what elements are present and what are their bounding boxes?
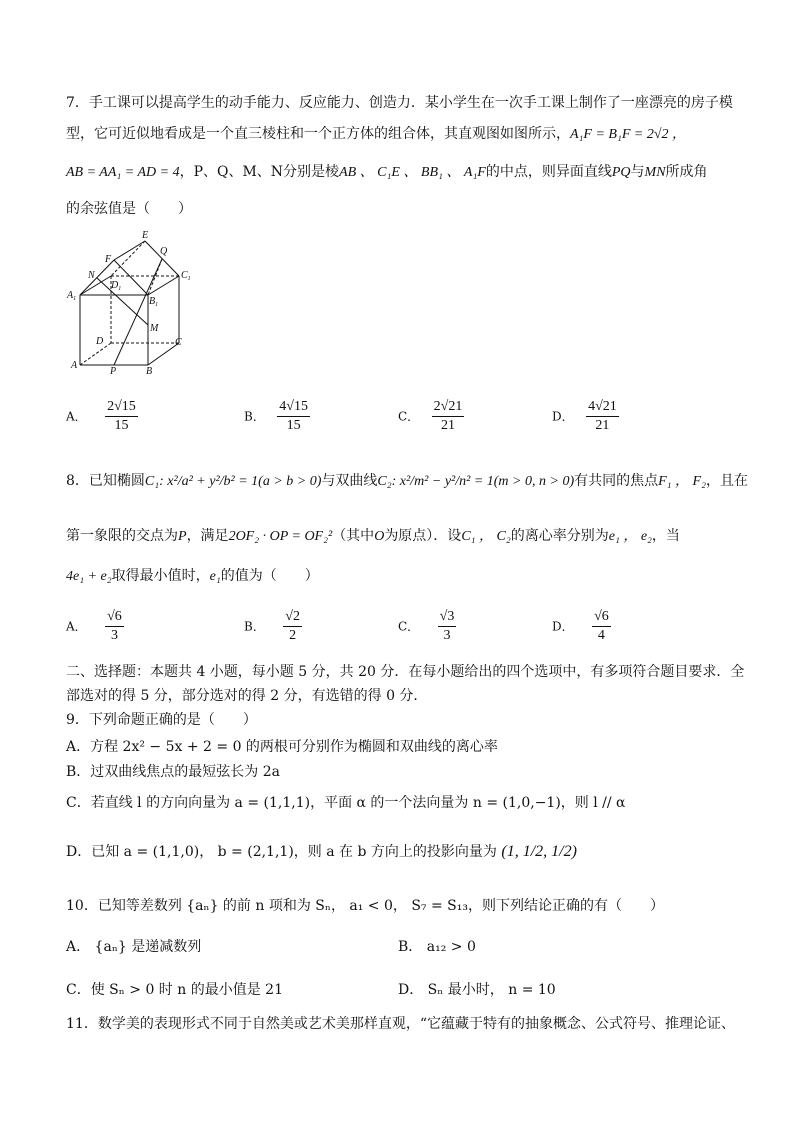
q9-option-d[interactable]: D．已知 a = (1,1,0)， b = (2,1,1)，则 a 在 b 方向上的投影向量为 (1, 1/2, 1/2)	[66, 843, 577, 860]
q8-option-b[interactable]: B． $\frac{√2}{2}$	[244, 609, 300, 643]
svg-text:E: E	[142, 230, 149, 241]
q7-line2-text: 型，它可近似地看成是一个直三棱柱和一个正方体的组合体，其直观图如图所示，	[66, 126, 570, 142]
q7-option-a[interactable]: A． $\frac{2√15}{15}$	[66, 399, 136, 433]
q7-option-d[interactable]: D． $\frac{4√21}{21}$	[552, 399, 617, 433]
svg-text:A: A	[71, 360, 78, 371]
vector-condition: 2OF₂ · OP = OF₂²	[228, 529, 333, 544]
q10-stem: 10．已知等差数列 {aₙ} 的前 n 项和为 Sₙ， a₁ < 0， S₇ = S₁₃，则下列结论正确的有（ ）	[66, 898, 664, 914]
projection-vector: (1, 1/2, 1/2)	[501, 843, 577, 860]
q10-option-a[interactable]: A． {aₙ} 是递减数列	[66, 939, 202, 955]
section2-line2: 部选对的得 5 分，部分选对的得 2 分，有选错的得 0 分．	[66, 688, 428, 704]
section2-line1: 二、选择题：本题共 4 小题，每小题 5 分，共 20 分．在每小题给出的四个选项中，有多项符合题目要求．全	[66, 664, 745, 680]
house-model-figure	[64, 228, 204, 376]
q9-option-b[interactable]: B．过双曲线焦点的最短弦长为 2a	[66, 764, 280, 780]
q7-option-c[interactable]: C． $\frac{2√21}{21}$	[398, 399, 463, 433]
q8-line1: 8．已知椭圆C₁: x²/a² + y²/b² = 1(a > b > 0)与双曲线C₂: x²/m² − y²/n² = 1(m > 0, n > 0)有共同的焦点F₁ ， F₂，且在	[66, 473, 748, 489]
svg-text:Q: Q	[160, 246, 168, 257]
q7-line2	[66, 124, 686, 145]
q7-condition: A₁F = B₁F = 2√2 ，	[570, 127, 687, 142]
svg-text:A1: $A_1$	[67, 290, 77, 302]
q7-line4: 的余弦值是（ ）	[66, 201, 192, 217]
svg-text:B: B	[146, 366, 153, 376]
svg-text:C: C	[175, 337, 182, 348]
q8-option-a[interactable]: A． $\frac{√6}{3}$	[66, 609, 122, 643]
q9-option-a[interactable]: A．方程 2x² − 5x + 2 = 0 的两根可分别作为椭圆和双曲线的离心率	[66, 739, 498, 755]
svg-text:M: M	[150, 323, 159, 334]
svg-text:C1: $C_1$	[181, 270, 191, 282]
q8-line2: 第一象限的交点为P，满足2OF₂ · OP = OF₂²（其中O为原点）．设C₁ ， C₂的离心率分别为e₁ ， e₂，当	[66, 528, 680, 544]
q9-option-c[interactable]: C．若直线 l 的方向向量为 a = (1,1,1)，平面 α 的一个法向量为 n = (1,0,−1)，则 l // α	[66, 795, 626, 811]
svg-text:P: P	[110, 366, 117, 376]
q7-line1: 7．手工课可以提高学生的动手能力、反应能力、创造力．某小学生在一次手工课上制作了一座漂亮的房子模	[66, 95, 733, 111]
q8-option-d[interactable]: D． $\frac{√6}{4}$	[552, 609, 609, 643]
q7-line3: AB = AA₁ = AD = 4，P、Q、M、N分别是棱AB 、 C₁E 、 BB₁ 、 A₁F的中点，则异面直线PQ与MN所成角	[66, 164, 708, 180]
svg-text:F: F	[105, 254, 112, 265]
svg-text:N: N	[88, 270, 95, 281]
q7-option-b[interactable]: B． $\frac{4√15}{15}$	[244, 399, 308, 433]
hyperbola-equation: C₂: x²/m² − y²/n² = 1(m > 0, n > 0)	[377, 474, 575, 489]
ellipse-equation: C₁: x²/a² + y²/b² = 1(a > b > 0)	[144, 474, 322, 489]
q8-line3: 4e₁ + e₂取得最小值时，e₁的值为（ ）	[66, 568, 319, 584]
q9-stem: 9．下列命题正确的是（ ）	[66, 712, 257, 728]
svg-text:D1: $D_1$	[111, 280, 122, 292]
q7-edge-lengths: AB = AA₁ = AD = 4	[66, 165, 180, 180]
q10-option-c[interactable]: C．使 Sₙ > 0 时 n 的最小值是 21	[66, 982, 283, 998]
q10-option-d[interactable]: D． Sₙ 最小时， n = 10	[398, 982, 556, 998]
svg-text:D: D	[96, 336, 104, 347]
svg-text:B1: $B_1$	[149, 296, 159, 308]
q10-option-b[interactable]: B． a₁₂ > 0	[398, 939, 476, 955]
q8-option-c[interactable]: C． $\frac{√3}{3}$	[398, 609, 455, 643]
q11-line1: 11．数学美的表现形式不同于自然美或艺术美那样直观，“它蕴藏于特有的抽象概念、公式符号、推理论证、	[66, 1016, 735, 1032]
